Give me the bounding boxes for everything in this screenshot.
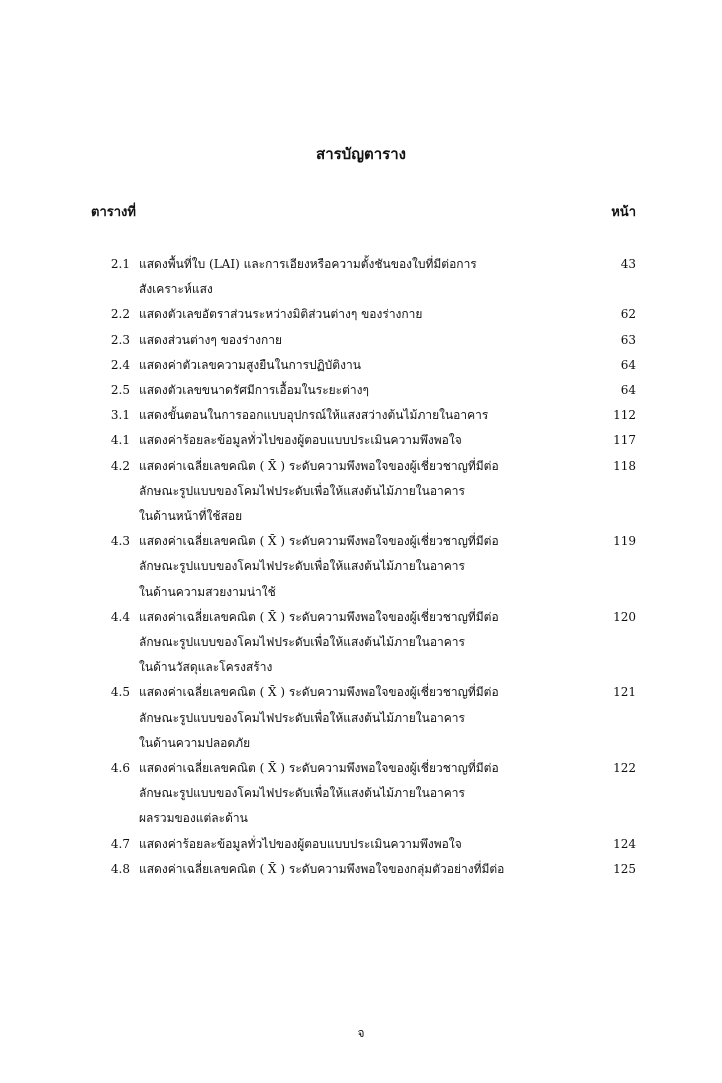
entry-title (139, 832, 579, 857)
toc-entry (0, 756, 722, 832)
entry-number: 4.5 (110, 685, 130, 700)
entry-title (139, 605, 579, 681)
entry-title (139, 529, 579, 605)
entry-title (139, 857, 579, 882)
toc-entry (0, 832, 722, 857)
entry-page-number: 117 (613, 433, 636, 448)
entry-title-line: แสดงตัวเลขอัตราส่วนระหว่างมิติส่วนต่างๆ ของร่างกาย (139, 307, 423, 322)
entry-title-line: ลักษณะรูปแบบของโคมไฟประดับเพื่อให้แสงต้นไม้ภายในอาคาร (139, 559, 465, 574)
entry-title (139, 252, 579, 302)
entry-number: 4.6 (110, 761, 130, 776)
entry-number: 3.1 (110, 408, 130, 423)
entry-title (139, 454, 579, 530)
entry-title-line: แสดงค่าเฉลี่ยเลขคณิต ( X̄ ) ระดับความพึงพอใจของกลุ่มตัวอย่างที่มีต่อ (139, 861, 505, 876)
entry-title (139, 403, 579, 428)
entry-page-number: 64 (620, 357, 636, 372)
entry-title-line: ลักษณะรูปแบบของโคมไฟประดับเพื่อให้แสงต้นไม้ภายในอาคาร (139, 786, 465, 801)
entry-title-line: แสดงพื้นที่ใบ (LAI) และการเอียงหรือความตั้งชันของใบที่มีต่อการ (139, 257, 477, 271)
toc-entry (0, 857, 722, 882)
entry-title-line: แสดงค่าร้อยละข้อมูลทั่วไปของผู้ตอบแบบประเมินความพึงพอใจ (139, 836, 462, 851)
entry-title-line: แสดงตัวเลขขนาดรัศมีการเอื้อมในระยะต่างๆ (139, 383, 369, 398)
toc-entry (0, 328, 722, 353)
entry-title (139, 353, 579, 378)
entry-page-number: 63 (620, 332, 636, 347)
toc-entry (0, 428, 722, 453)
entry-page-number: 124 (613, 836, 636, 851)
entry-page-number: 62 (620, 307, 636, 322)
column-header-page: หน้า (611, 205, 636, 220)
entry-title-line: แสดงขั้นตอนในการออกแบบอุปกรณ์ให้แสงสว่างต้นไม้ภายในอาคาร (139, 408, 489, 423)
entry-title-line: ในด้านวัสดุและโครงสร้าง (139, 660, 273, 675)
entry-number: 2.1 (110, 257, 130, 271)
entry-number: 4.3 (110, 534, 130, 549)
entry-title-line: แสดงค่าเฉลี่ยเลขคณิต ( X̄ ) ระดับความพึงพอใจของผู้เชี่ยวชาญที่มีต่อ (139, 458, 499, 473)
entry-number: 4.1 (110, 433, 130, 448)
entry-title-line: ลักษณะรูปแบบของโคมไฟประดับเพื่อให้แสงต้นไม้ภายในอาคาร (139, 635, 465, 650)
entry-page-number: 119 (613, 534, 636, 549)
entry-title (139, 302, 579, 327)
entry-page-number: 122 (613, 761, 636, 776)
entry-title-line: ในด้านความสวยงามน่าใช้ (139, 584, 276, 599)
entry-title-line: ในด้านความปลอดภัย (139, 735, 251, 750)
entry-number: 2.2 (110, 307, 130, 322)
entry-number: 4.8 (110, 861, 130, 876)
entry-page-number: 64 (620, 383, 636, 398)
entry-number: 2.5 (110, 383, 130, 398)
toc-entry (0, 680, 722, 756)
entry-number: 4.2 (110, 458, 130, 473)
entry-number: 4.4 (110, 609, 130, 624)
entry-title (139, 328, 579, 353)
page-number-footer: จ (357, 1026, 365, 1040)
entry-number: 2.4 (110, 357, 130, 372)
entry-page-number: 118 (613, 458, 636, 473)
entry-title-line: ในด้านหน้าที่ใช้สอย (139, 509, 243, 524)
toc-entry (0, 454, 722, 530)
entry-title-line: แสดงค่าร้อยละข้อมูลทั่วไปของผู้ตอบแบบประเมินความพึงพอใจ (139, 433, 462, 448)
entry-title-line: ลักษณะรูปแบบของโคมไฟประดับเพื่อให้แสงต้นไม้ภายในอาคาร (139, 710, 465, 725)
entry-title-line: แสดงค่าเฉลี่ยเลขคณิต ( X̄ ) ระดับความพึงพอใจของผู้เชี่ยวชาญที่มีต่อ (139, 609, 499, 624)
entry-title-line: แสดงค่าเฉลี่ยเลขคณิต ( X̄ ) ระดับความพึงพอใจของผู้เชี่ยวชาญที่มีต่อ (139, 534, 499, 549)
entry-title (139, 378, 579, 403)
page-title: สารบัญตาราง (316, 145, 406, 163)
toc-entry (0, 605, 722, 681)
entry-title (139, 428, 579, 453)
entry-number: 4.7 (110, 836, 130, 851)
entry-title-line: แสดงส่วนต่างๆ ของร่างกาย (139, 332, 282, 347)
toc-entry (0, 403, 722, 428)
entry-title-line: แสดงค่าตัวเลขความสูงยืนในการปฏิบัติงาน (139, 357, 361, 372)
toc-entry (0, 378, 722, 403)
column-header-table-number: ตารางที่ (91, 205, 136, 220)
entry-number: 2.3 (110, 332, 130, 347)
table-of-tables-list (0, 252, 722, 882)
entry-title-line: ผลรวมของแต่ละด้าน (139, 811, 248, 826)
entry-page-number: 121 (613, 685, 636, 700)
entry-page-number: 112 (613, 408, 636, 423)
entry-title (139, 756, 579, 832)
entry-page-number: 125 (613, 861, 636, 876)
entry-title-line: แสดงค่าเฉลี่ยเลขคณิต ( X̄ ) ระดับความพึงพอใจของผู้เชี่ยวชาญที่มีต่อ (139, 761, 499, 776)
toc-entry (0, 529, 722, 605)
entry-page-number: 120 (613, 609, 636, 624)
entry-title-line: ลักษณะรูปแบบของโคมไฟประดับเพื่อให้แสงต้นไม้ภายในอาคาร (139, 483, 465, 498)
entry-page-number: 43 (620, 257, 636, 271)
entry-title-line: สังเคราะห์แสง (139, 282, 213, 297)
toc-entry (0, 252, 722, 302)
toc-entry (0, 302, 722, 327)
entry-title (139, 680, 579, 756)
entry-title-line: แสดงค่าเฉลี่ยเลขคณิต ( X̄ ) ระดับความพึงพอใจของผู้เชี่ยวชาญที่มีต่อ (139, 685, 499, 700)
toc-entry (0, 353, 722, 378)
